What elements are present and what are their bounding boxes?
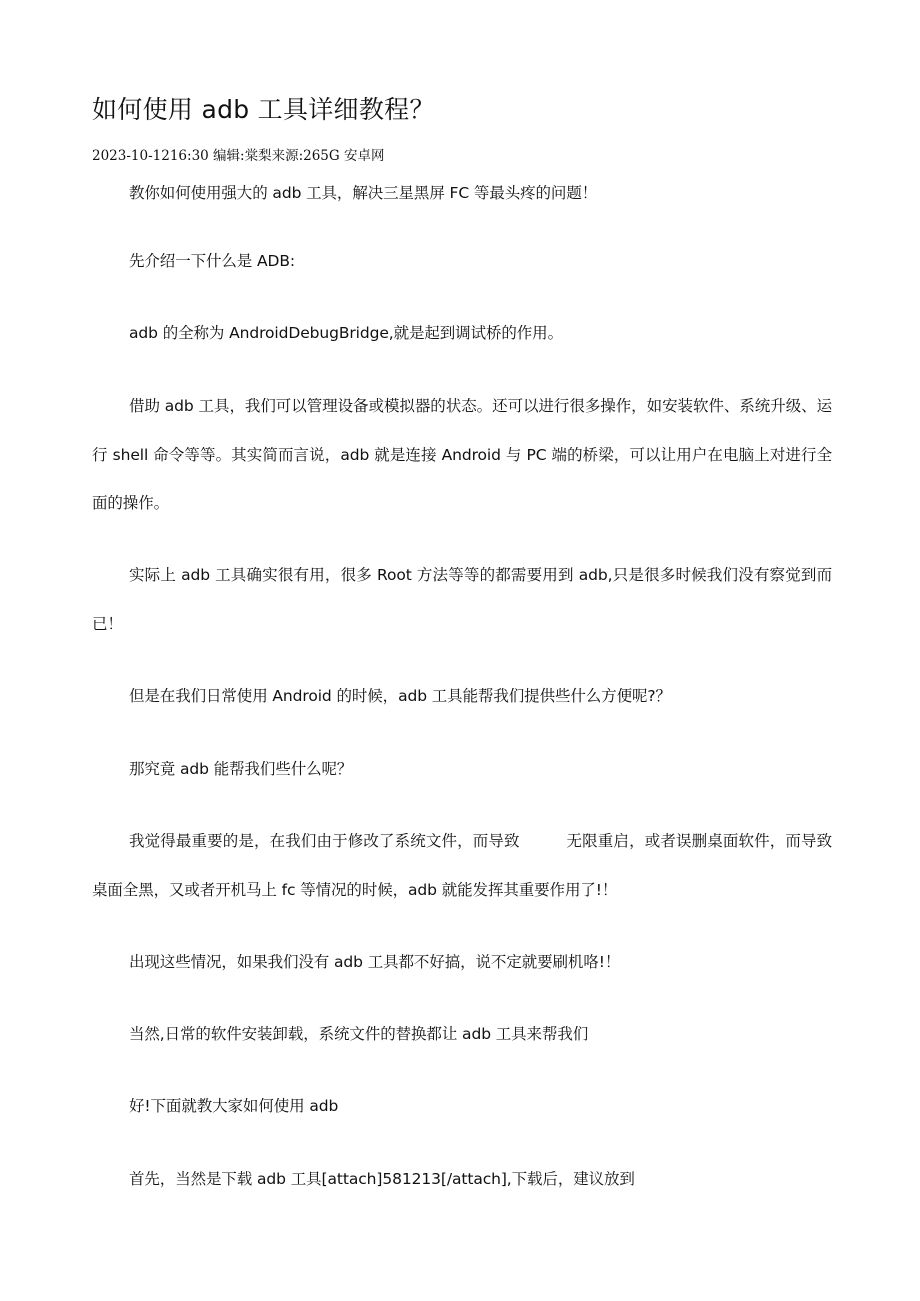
paragraph-2: 先介绍一下什么是 ADB: xyxy=(129,252,296,270)
paragraph-12: 首先，当然是下载 adb 工具[attach]581213[/attach],下载后，建议放到 xyxy=(129,1170,635,1188)
article-title: 如何使用 adb 工具详细教程？ xyxy=(92,95,435,124)
paragraph-7: 那究竟 adb 能帮我们些什么呢？ xyxy=(129,760,353,778)
paragraph-6: 但是在我们日常使用 Android 的时候，adb 工具能帮我们提供些什么方便呢?？ xyxy=(129,687,671,705)
paragraph-10: 当然,日常的软件安装卸载，系统文件的替换都让 adb 工具来帮我们 xyxy=(129,1025,589,1043)
paragraph-1: 教你如何使用强大的 adb 工具，解决三星黑屏 FC 等最头疼的问题！ xyxy=(129,184,598,202)
paragraph-4: 借助 adb 工具，我们可以管理设备或模拟器的状态。还可以进行很多操作，如安装软件、系统升级、运行 shell 命令等等。其实简而言说，adb 就是连接 Android 与 PC 端的桥梁，可以让用户在电脑上对进行全面的操作。 xyxy=(92,397,832,512)
paragraph-9: 出现这些情况，如果我们没有 adb 工具都不好搞，说不定就要刷机咯!！ xyxy=(129,953,621,971)
paragraph-11: 好!下面就教大家如何使用 adb xyxy=(129,1097,339,1115)
paragraph-5: 实际上 adb 工具确实很有用，很多 Root 方法等等的都需要用到 adb,只是很多时候我们没有察觉到而已！ xyxy=(92,566,832,633)
article-meta: 2023-10-1216:30 编辑:棠梨来源:265G 安卓网 xyxy=(92,148,385,164)
paragraph-8: 我觉得最重要的是，在我们由于修改了系统文件，而导致 无限重启，或者误删桌面软件，而导致桌面全黑，又或者开机马上 fc 等情况的时候，adb 就能发挥其重要作用了!！ xyxy=(92,832,832,899)
paragraph-3: adb 的全称为 AndroidDebugBridge,就是起到调试桥的作用。 xyxy=(129,324,563,342)
